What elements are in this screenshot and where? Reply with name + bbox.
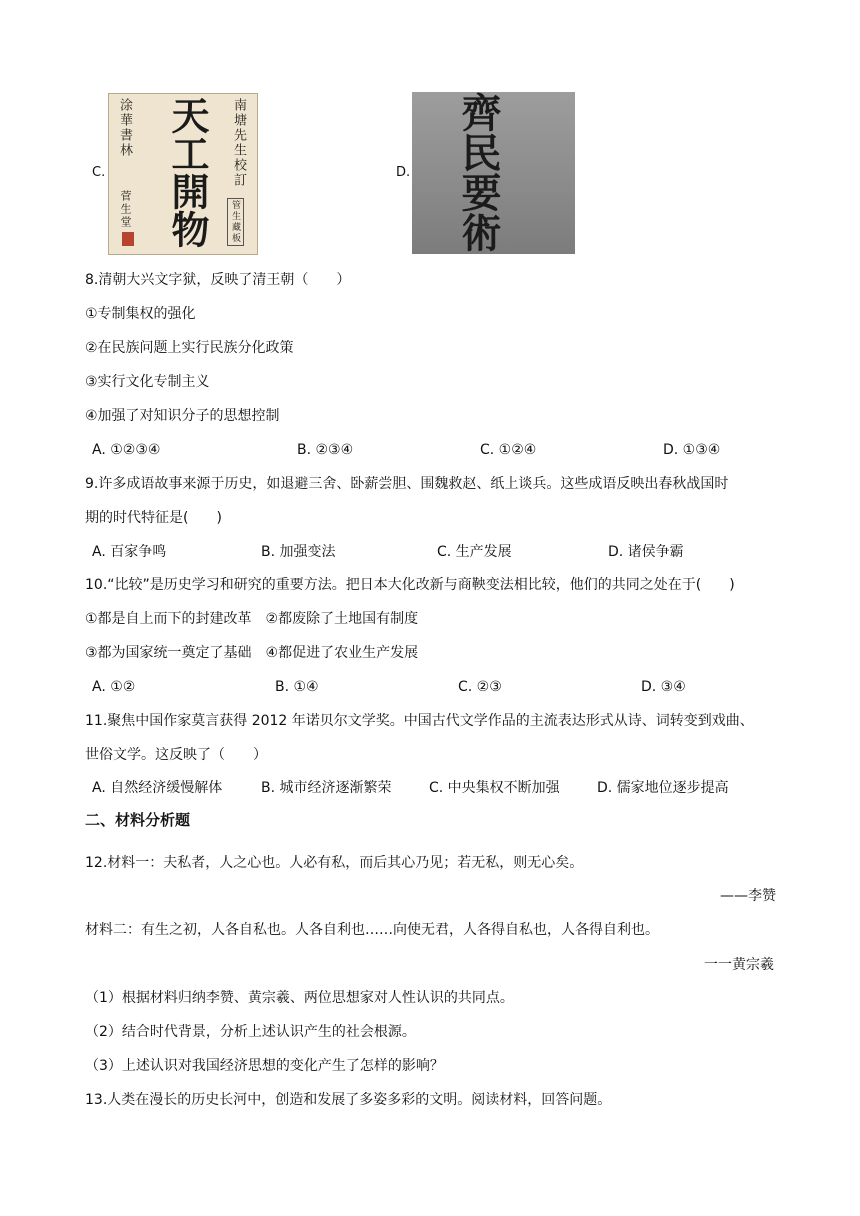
q8-option-d[interactable]: D. ①③④ xyxy=(663,442,721,458)
q11-option-d[interactable]: D. 儒家地位逐步提高 xyxy=(597,780,729,796)
image-c-left-column: 涂華書林 xyxy=(117,98,132,158)
tiangong-kaiwu-image xyxy=(108,93,258,255)
q12-material1: 12.材料一：夫私者，人之心也。人必有私，而后其心乃见；若无私，则无心矣。 xyxy=(85,855,584,871)
q9-option-a[interactable]: A. 百家争鸣 xyxy=(92,544,167,560)
q9-stem-line2: 期的时代特征是( ) xyxy=(85,510,222,526)
q8-item-4: ④加强了对知识分子的思想控制 xyxy=(85,408,280,424)
q9-option-c[interactable]: C. 生产发展 xyxy=(437,544,512,560)
q10-option-c[interactable]: C. ②③ xyxy=(458,679,502,695)
red-seal-stamp xyxy=(122,232,134,246)
q12-sub-question-1: （1）根据材料归纳李赞、黄宗羲、两位思想家对人性认识的共同点。 xyxy=(85,990,514,1006)
q8-option-c[interactable]: C. ①②④ xyxy=(480,442,537,458)
q9-stem-line1: 9.许多成语故事来源于历史，如退避三舍、卧薪尝胆、围魏救赵、纸上谈兵。这些成语反映出春秋战国时 xyxy=(85,476,729,492)
q8-option-b[interactable]: B. ②③④ xyxy=(297,442,354,458)
q8-item-2: ②在民族问题上实行民族分化政策 xyxy=(85,340,294,356)
q12-sub-question-2: （2）结合时代背景，分析上述认识产生的社会根源。 xyxy=(85,1024,416,1040)
q11-stem-line1: 11.聚焦中国作家莫言获得 2012 年诺贝尔文学奖。中国古代文学作品的主流表达形式从诗、词转变到戏曲、 xyxy=(85,713,754,729)
q8-stem: 8.清朝大兴文字狱，反映了清王朝（ ） xyxy=(85,272,351,288)
section-heading: 二、材料分析题 xyxy=(85,811,191,829)
image-c-left-sub: 菅生堂 xyxy=(119,190,132,229)
q9-option-d[interactable]: D. 诸侯争霸 xyxy=(608,544,684,560)
q10-option-a[interactable]: A. ①② xyxy=(92,679,136,695)
q12-source2: 一一黄宗羲 xyxy=(704,957,774,973)
q11-stem-line2: 世俗文学。这反映了（ ） xyxy=(85,747,267,763)
q12-sub-question-3: （3）上述认识对我国经济思想的变化产生了怎样的影响？ xyxy=(85,1058,444,1074)
image-c-right-column: 南塘先生校訂 xyxy=(231,98,246,188)
image-d-title: 齊民要術 xyxy=(455,92,502,252)
qimin-yaoshu-image xyxy=(412,92,575,254)
image-c-stamp-text: 管生藏板 xyxy=(227,198,244,246)
image-c-title: 天工開物 xyxy=(165,96,210,248)
q12-material2: 材料二：有生之初，人各自私也。人各自利也……向使无君，人各得自私也，人各得自利也。 xyxy=(85,922,659,938)
option-d-label[interactable]: D. xyxy=(396,165,411,180)
q11-option-a[interactable]: A. 自然经济缓慢解体 xyxy=(92,780,223,796)
q10-option-d[interactable]: D. ③④ xyxy=(641,679,686,695)
q10-option-b[interactable]: B. ①④ xyxy=(275,679,319,695)
q10-stem: 10.“比较”是历史学习和研究的重要方法。把日本大化改新与商鞅变法相比较，他们的共同之处在于( ) xyxy=(85,577,735,593)
q8-item-1: ①专制集权的强化 xyxy=(85,306,196,322)
q9-option-b[interactable]: B. 加强变法 xyxy=(261,544,336,560)
q11-option-c[interactable]: C. 中央集权不断加强 xyxy=(429,780,560,796)
q8-item-3: ③实行文化专制主义 xyxy=(85,374,210,390)
q10-items-line2: ③都为国家统一奠定了基础 ④都促进了农业生产发展 xyxy=(85,645,419,661)
option-c-label[interactable]: C. xyxy=(92,165,106,180)
q8-option-a[interactable]: A. ①②③④ xyxy=(92,442,161,458)
q13-stem: 13.人类在漫长的历史长河中，创造和发展了多姿多彩的文明。阅读材料，回答问题。 xyxy=(85,1092,612,1108)
q10-items-line1: ①都是自上而下的封建改革 ②都废除了土地国有制度 xyxy=(85,611,419,627)
q11-option-b[interactable]: B. 城市经济逐渐繁荣 xyxy=(261,780,392,796)
q12-source1: ——李赞 xyxy=(720,888,776,904)
